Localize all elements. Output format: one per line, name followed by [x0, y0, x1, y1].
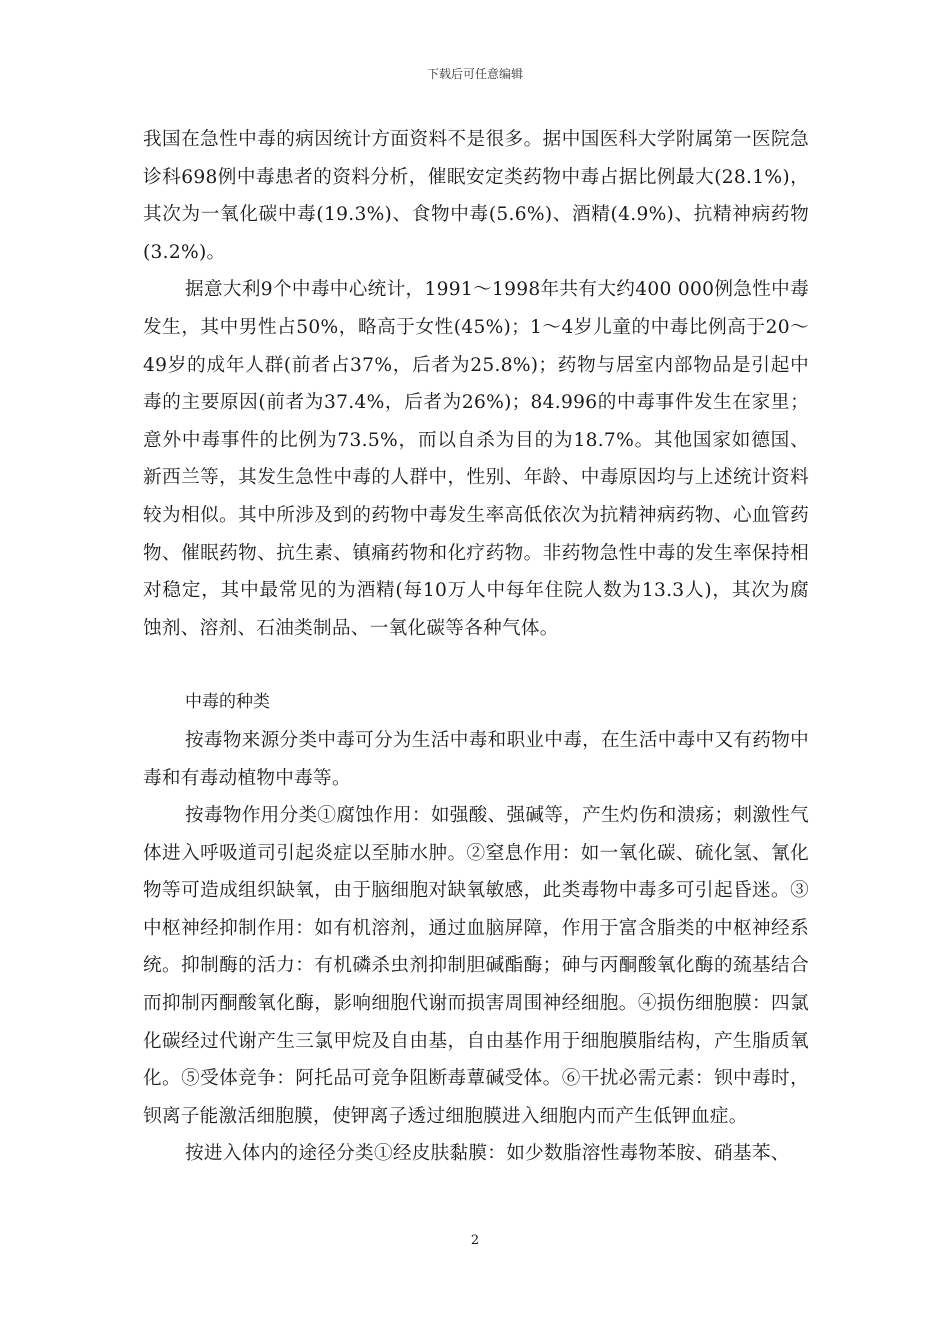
- paragraph-classification-source: 按毒物来源分类中毒可分为生活中毒和职业中毒，在生活中毒中又有药物中毒和有毒动植物中毒等。: [143, 729, 809, 789]
- paragraph-classification-route: 按进入体内的途径分类①经皮肤黏膜：如少数脂溶性毒物苯胺、硝基苯、: [185, 1143, 790, 1165]
- paragraph-statistics-china: 我国在急性中毒的病因统计方面资料不是很多。据中国医科大学附属第一医院急诊科698例中毒患者的资料分析，催眠安定类药物中毒占据比例最大(28.1%)，其次为一氧化碳中毒(19.3%)、食物中毒(5.6%)、酒精(4.9%)、抗精神病药物(3.2%)。: [143, 129, 809, 263]
- paragraph-statistics-italy: 据意大利9个中毒中心统计，1991～1998年共有大约400 000例急性中毒发生，其中男性占50%，略高于女性(45%)；1～4岁儿童的中毒比例高于20～49岁的成年人群(前者占37%，后者为25.8%)；药物与居室内部物品是引起中毒的主要原因(前者为37.4%，后者为26%)；84.996的中毒事件发生在家里；意外中毒事件的比例为73.5%，而以自杀为目的为18.7%。其他国家如德国、新西兰等，其发生急性中毒的人群中，性别、年龄、中毒原因均与上述统计资料较为相似。其中所涉及到的药物中毒发生率高低依次为抗精神病药物、心血管药物、催眠药物、抗生素、镇痛药物和化疗药物。非药物急性中毒的发生率保持相对稳定，其中最常见的为酒精(每10万人中每年住院人数为13.3人)，其次为腐蚀剂、溶剂、石油类制品、一氧化碳等各种气体。: [143, 279, 809, 639]
- section-title: 中毒的种类: [185, 692, 270, 713]
- section-spacer: [143, 647, 809, 684]
- document-body: [143, 121, 809, 1173]
- page-header: 下载后可任意编辑: [426, 67, 523, 81]
- paragraph-classification-effect: 按毒物作用分类①腐蚀作用：如强酸、强碱等，产生灼伤和溃疡；刺激性气体进入呼吸道司引起炎症以至肺水肿。②窒息作用：如一氧化碳、硫化氢、氰化物等可造成组织缺氧，由于脑细胞对缺氧敏感，此类毒物中毒多可引起昏迷。③中枢神经抑制作用：如有机溶剂，通过血脑屏障，作用于富含脂类的中枢神经系统。抑制酶的活力：有机磷杀虫剂抑制胆碱酯酶；砷与丙酮酸氧化酶的巯基结合而抑制丙酮酸氧化酶，影响细胞代谢而损害周围神经细胞。④损伤细胞膜：四氯化碳经过代谢产生三氯甲烷及自由基，自由基作用于细胞膜脂结构，产生脂质氧化。⑤受体竞争：阿托品可竞争阻断毒蕈碱受体。⑥干扰必需元素：钡中毒时，钡离子能激活细胞膜，使钾离子透过细胞膜进入细胞内而产生低钾血症。: [143, 805, 809, 1127]
- page-number: 2: [470, 1233, 480, 1248]
